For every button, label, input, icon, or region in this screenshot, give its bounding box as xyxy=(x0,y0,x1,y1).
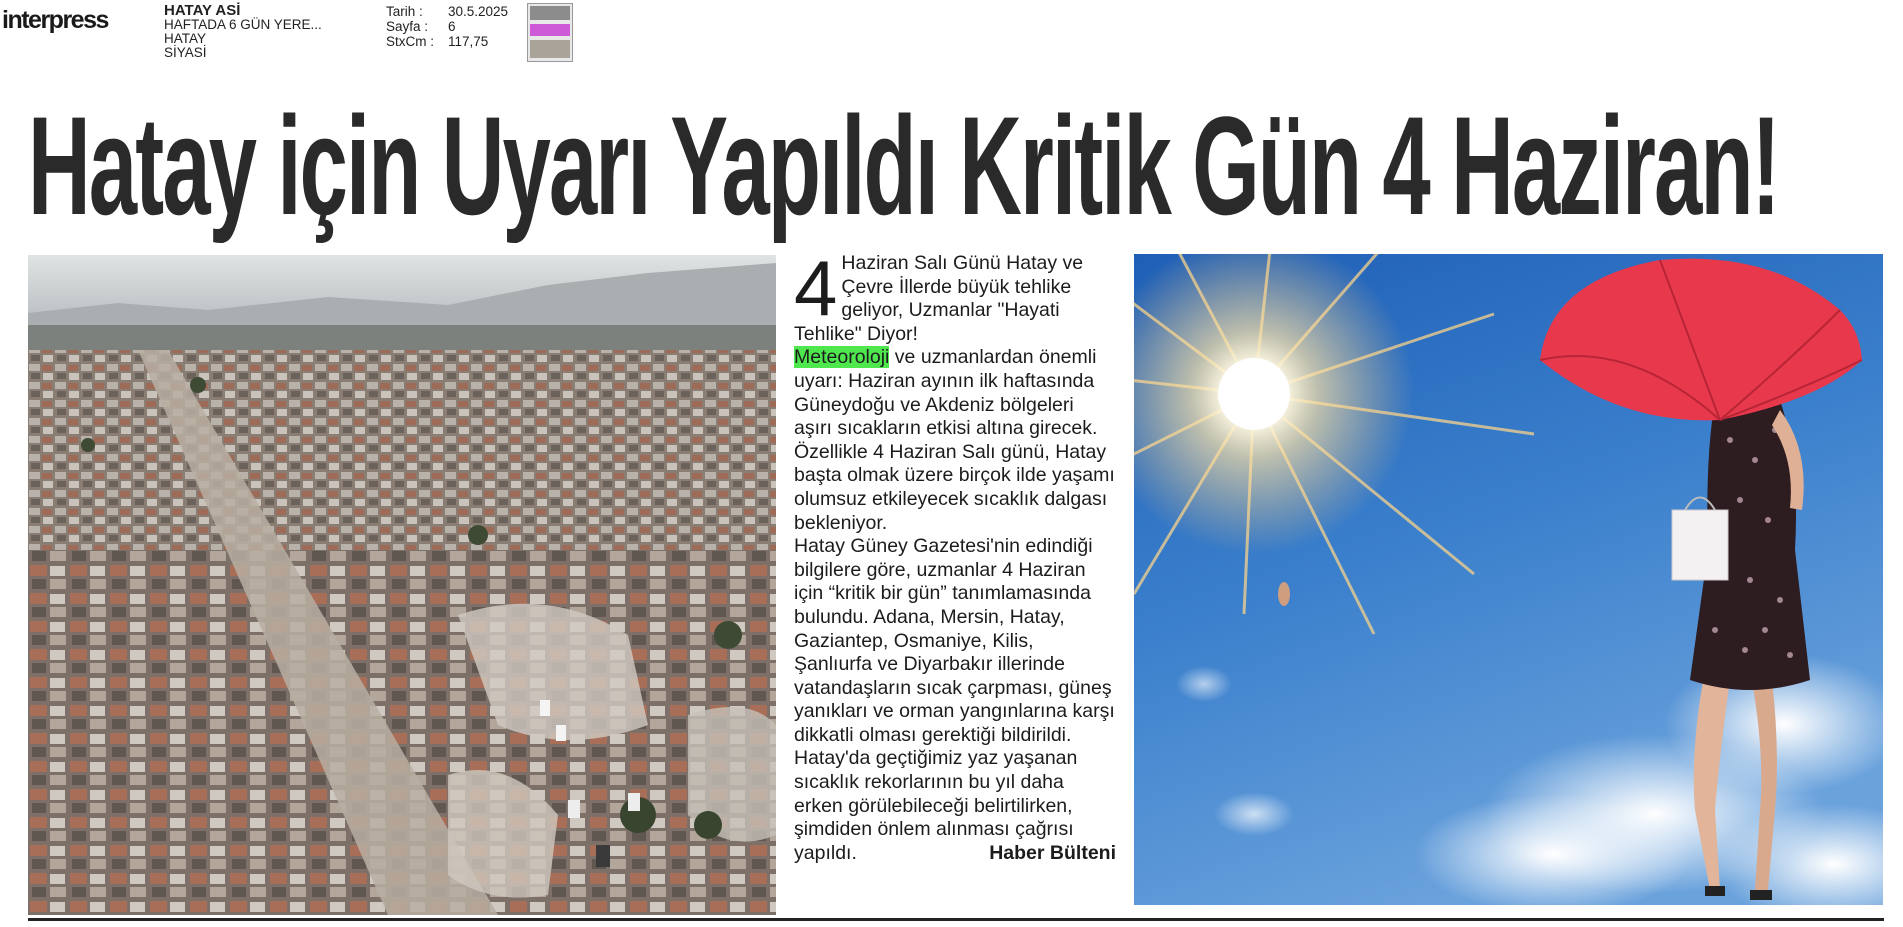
woman-with-umbrella-image xyxy=(1540,250,1903,922)
article-lead: Haziran Salı Günü Hatay ve Çevre İllerde büyük tehlike geliyor, Uzmanlar "Hayati Tehlike" Diyor! xyxy=(794,252,1084,345)
meta-stxcm-label: StxCm : xyxy=(386,34,435,49)
bottom-rule xyxy=(28,918,1884,921)
interpress-logo: interpress xyxy=(2,6,108,34)
article-paragraph-3: Hatay'da geçtiğimiz yaz yaşanan sıcaklık rekorlarının bu yıl daha erken görülebileceği belirtilirken, şimdiden önlem alınması çağrısı yapıldı. xyxy=(794,747,1078,864)
article-dropcap: 4 xyxy=(794,244,838,332)
meta-stxcm-value: 117,75 xyxy=(448,34,489,49)
headline: Hatay için Uyarı Yapıldı Kritik Gün 4 Haziran! xyxy=(28,87,1779,244)
publication-info xyxy=(164,4,322,60)
meta-date-value: 30.5.2025 xyxy=(448,4,509,19)
meta-page-label: Sayfa : xyxy=(386,19,429,34)
publication-category: SİYASİ xyxy=(164,45,207,60)
article-paragraph-1: ve uzmanlardan önemli uyarı: Haziran ayının ilk haftasında Güneydoğu ve Akdeniz bölgeleri aşırı sıcakların etkisi altına girecek. Özellikle 4 Haziran Salı günü, Hatay başta olmak üzere birçok ilde yaşamı olumsuz etkileyecek sıcaklık dalgası bekleniyor. xyxy=(794,346,1115,534)
publication-city: HATAY xyxy=(164,31,207,46)
publication-frequency: HAFTADA 6 GÜN YERE... xyxy=(164,17,322,32)
article-signature: Haber Bülteni xyxy=(989,841,1116,864)
article-paragraph-2: Hatay Güney Gazetesi'nin edindiği bilgilere göre, uzmanlar 4 Haziran için “kritik bir gün” tanımlamasında bulundu. Adana, Mersin, Hatay, Gaziantep, Osmaniye, Kilis, Şanlıurfa ve Diyarbakır illerinde vatandaşların sıcak çarpması, güneş yanıkları ve orman yangınlarına karşı dikkatli olması gerektiği bildirildi. xyxy=(794,535,1115,746)
clipping-meta xyxy=(386,4,508,49)
page-thumbnail[interactable] xyxy=(527,3,573,62)
meta-date-label: Tarih : xyxy=(386,4,423,19)
meta-page-row xyxy=(386,19,508,34)
publication-name: HATAY ASİ xyxy=(164,2,241,19)
meta-stxcm-row xyxy=(386,34,508,49)
meta-date-row xyxy=(386,4,508,19)
aerial-city-photo xyxy=(28,255,776,915)
meta-page-value: 6 xyxy=(448,19,456,34)
article-body xyxy=(794,244,1116,865)
highlighted-keyword: Meteoroloji xyxy=(794,346,890,369)
